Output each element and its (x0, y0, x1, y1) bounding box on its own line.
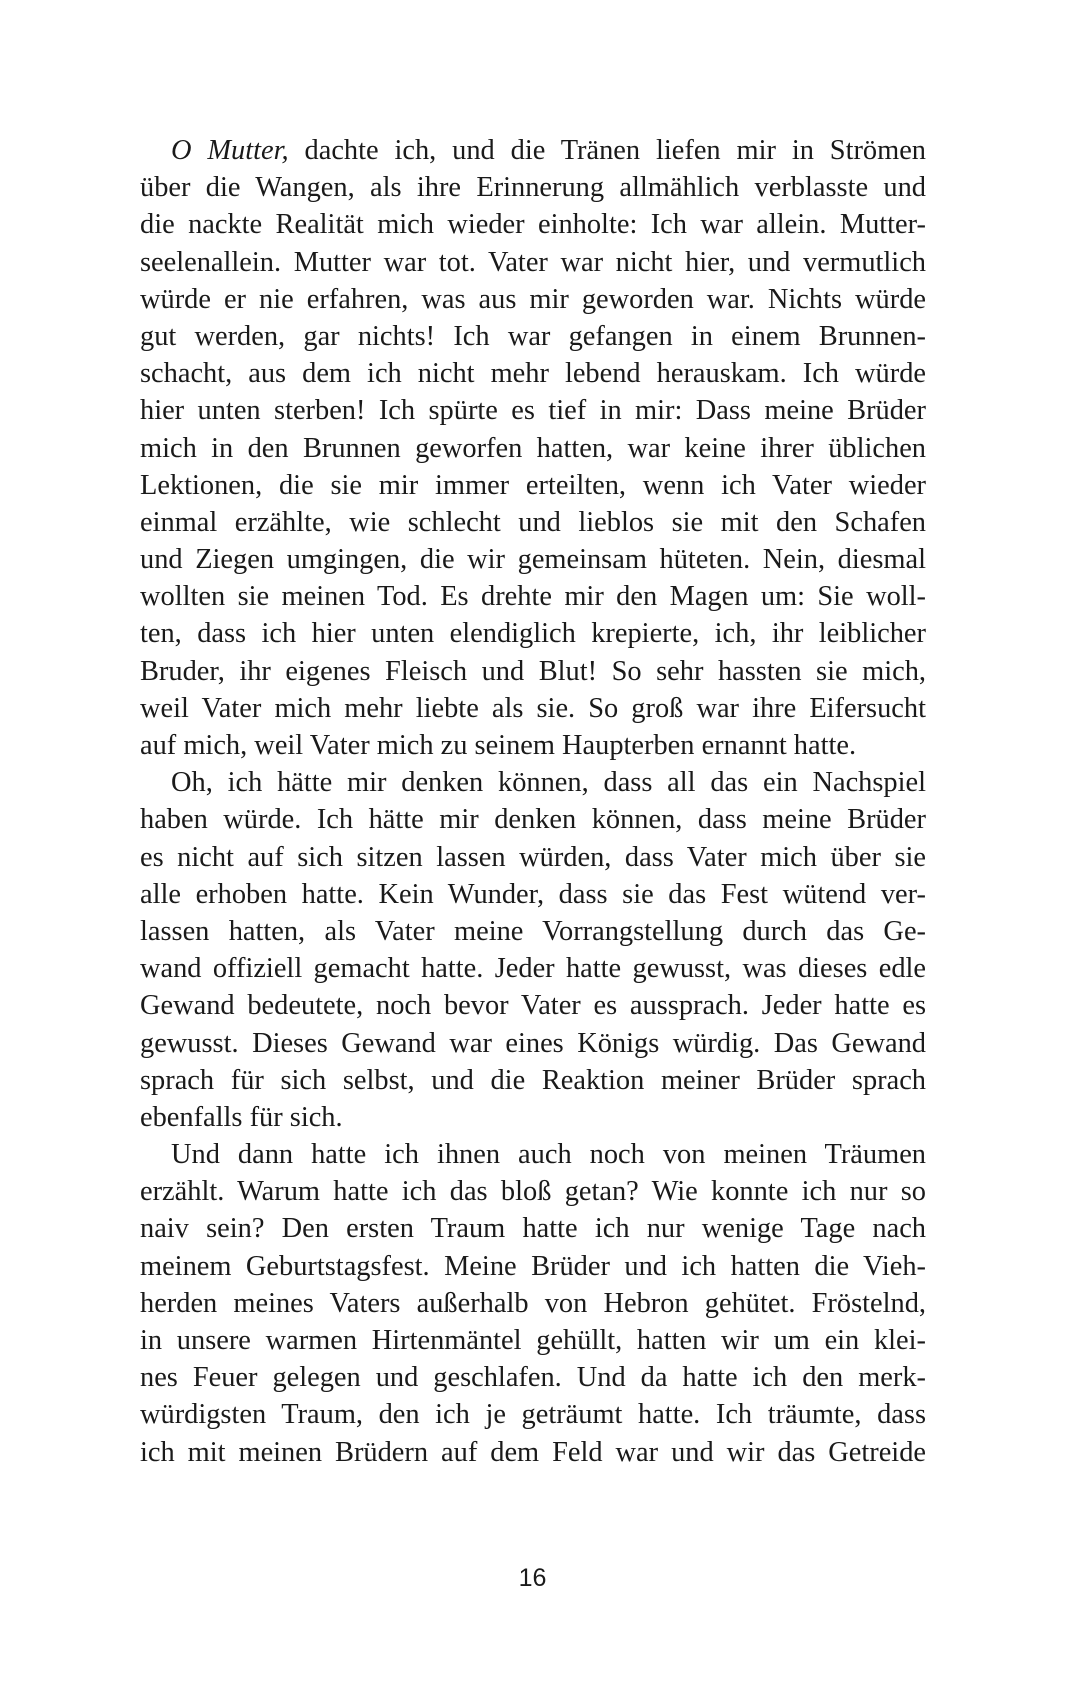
text-fragment: dachte ich, und die Tränen liefen mir in Strömen (288, 135, 927, 166)
text-line: wollten sie meinen Tod. Es drehte mir den Magen um: Sie woll- (140, 581, 926, 613)
text-line: meinem Geburtstagsfest. Meine Brüder und ich hatten die Vieh- (140, 1250, 926, 1282)
text-line: es nicht auf sich sitzen lassen würden, dass Vater mich über sie (140, 841, 926, 873)
text-line: weil Vater mich mehr liebte als sie. So groß war ihre Eifersucht (140, 692, 926, 724)
text-line: hier unten sterben! Ich spürte es tief in mir: Dass meine Brüder (140, 395, 926, 427)
paragraph (140, 1136, 926, 1471)
text-line: erzählt. Warum hatte ich das bloß getan? Wie konnte ich nur so (140, 1176, 926, 1208)
text-line: sprach für sich selbst, und die Reaktion meiner Brüder sprach (140, 1064, 926, 1096)
text-line: herden meines Vaters außerhalb von Hebron gehütet. Fröstelnd, (140, 1287, 926, 1319)
text-line: einmal erzählte, wie schlecht und lieblos sie mit den Schafen (140, 506, 926, 538)
text-line: ten, dass ich hier unten elendiglich krepierte, ich, ihr leiblicher (140, 618, 926, 650)
text-line: in unsere warmen Hirtenmäntel gehüllt, hatten wir um ein klei- (140, 1325, 926, 1356)
text-line: Lektionen, die sie mir immer erteilten, wenn ich Vater wieder (140, 469, 926, 501)
text-line: naiv sein? Den ersten Traum hatte ich nur wenige Tage nach (140, 1213, 926, 1245)
text-line: Oh, ich hätte mir denken können, dass all das ein Nachspiel (171, 767, 926, 799)
text-line: gut werden, gar nichts! Ich war gefangen in einem Brunnen- (140, 320, 926, 352)
page-number: 16 (518, 1564, 547, 1592)
text-line: die nackte Realität mich wieder einholte: Ich war allein. Mutter- (140, 209, 926, 241)
text-line: Und dann hatte ich ihnen auch noch von meinen Träumen (171, 1139, 926, 1171)
italic-phrase: O Mutter, (171, 135, 289, 166)
paragraph (140, 132, 926, 764)
text-line: über die Wangen, als ihre Erinnerung allmählich verblasste und (140, 172, 926, 204)
text-line: lassen hatten, als Vater meine Vorrangstellung durch das Ge- (140, 915, 926, 947)
text-line: haben würde. Ich hätte mir denken können, dass meine Brüder (140, 804, 926, 836)
text-line: Bruder, ihr eigenes Fleisch und Blut! So sehr hassten sie mich, (140, 655, 926, 687)
text-line: alle erhoben hatte. Kein Wunder, dass sie das Fest wütend ver- (140, 878, 926, 910)
text-line: schacht, aus dem ich nicht mehr lebend herauskam. Ich würde (140, 358, 926, 390)
text-line: und Ziegen umgingen, die wir gemeinsam hüteten. Nein, diesmal (140, 544, 926, 576)
text-line: wand offiziell gemacht hatte. Jeder hatte gewusst, was dieses edle (140, 953, 926, 985)
text-line: nes Feuer gelegen und geschlafen. Und da hatte ich den merk- (140, 1362, 926, 1394)
text-line: gewusst. Dieses Gewand war eines Königs würdig. Das Gewand (140, 1027, 926, 1059)
text-line: seelenallein. Mutter war tot. Vater war nicht hier, und vermutlich (140, 246, 926, 278)
paragraph (140, 764, 926, 1136)
text-line: ich mit meinen Brüdern auf dem Feld war und wir das Getreide (140, 1436, 926, 1468)
text-line: auf mich, weil Vater mich zu seinem Haupterben ernannt hatte. (140, 730, 857, 761)
text-line: würdigsten Traum, den ich je geträumt hatte. Ich träumte, dass (140, 1399, 926, 1431)
text-line: ebenfalls für sich. (140, 1101, 343, 1133)
body-text (140, 132, 926, 1471)
text-line: mich in den Brunnen geworfen hatten, war keine ihrer üblichen (140, 432, 926, 464)
text-line: Gewand bedeutete, noch bevor Vater es aussprach. Jeder hatte es (140, 990, 926, 1022)
text-line: würde er nie erfahren, was aus mir geworden war. Nichts würde (140, 283, 926, 315)
text-line (140, 132, 926, 169)
